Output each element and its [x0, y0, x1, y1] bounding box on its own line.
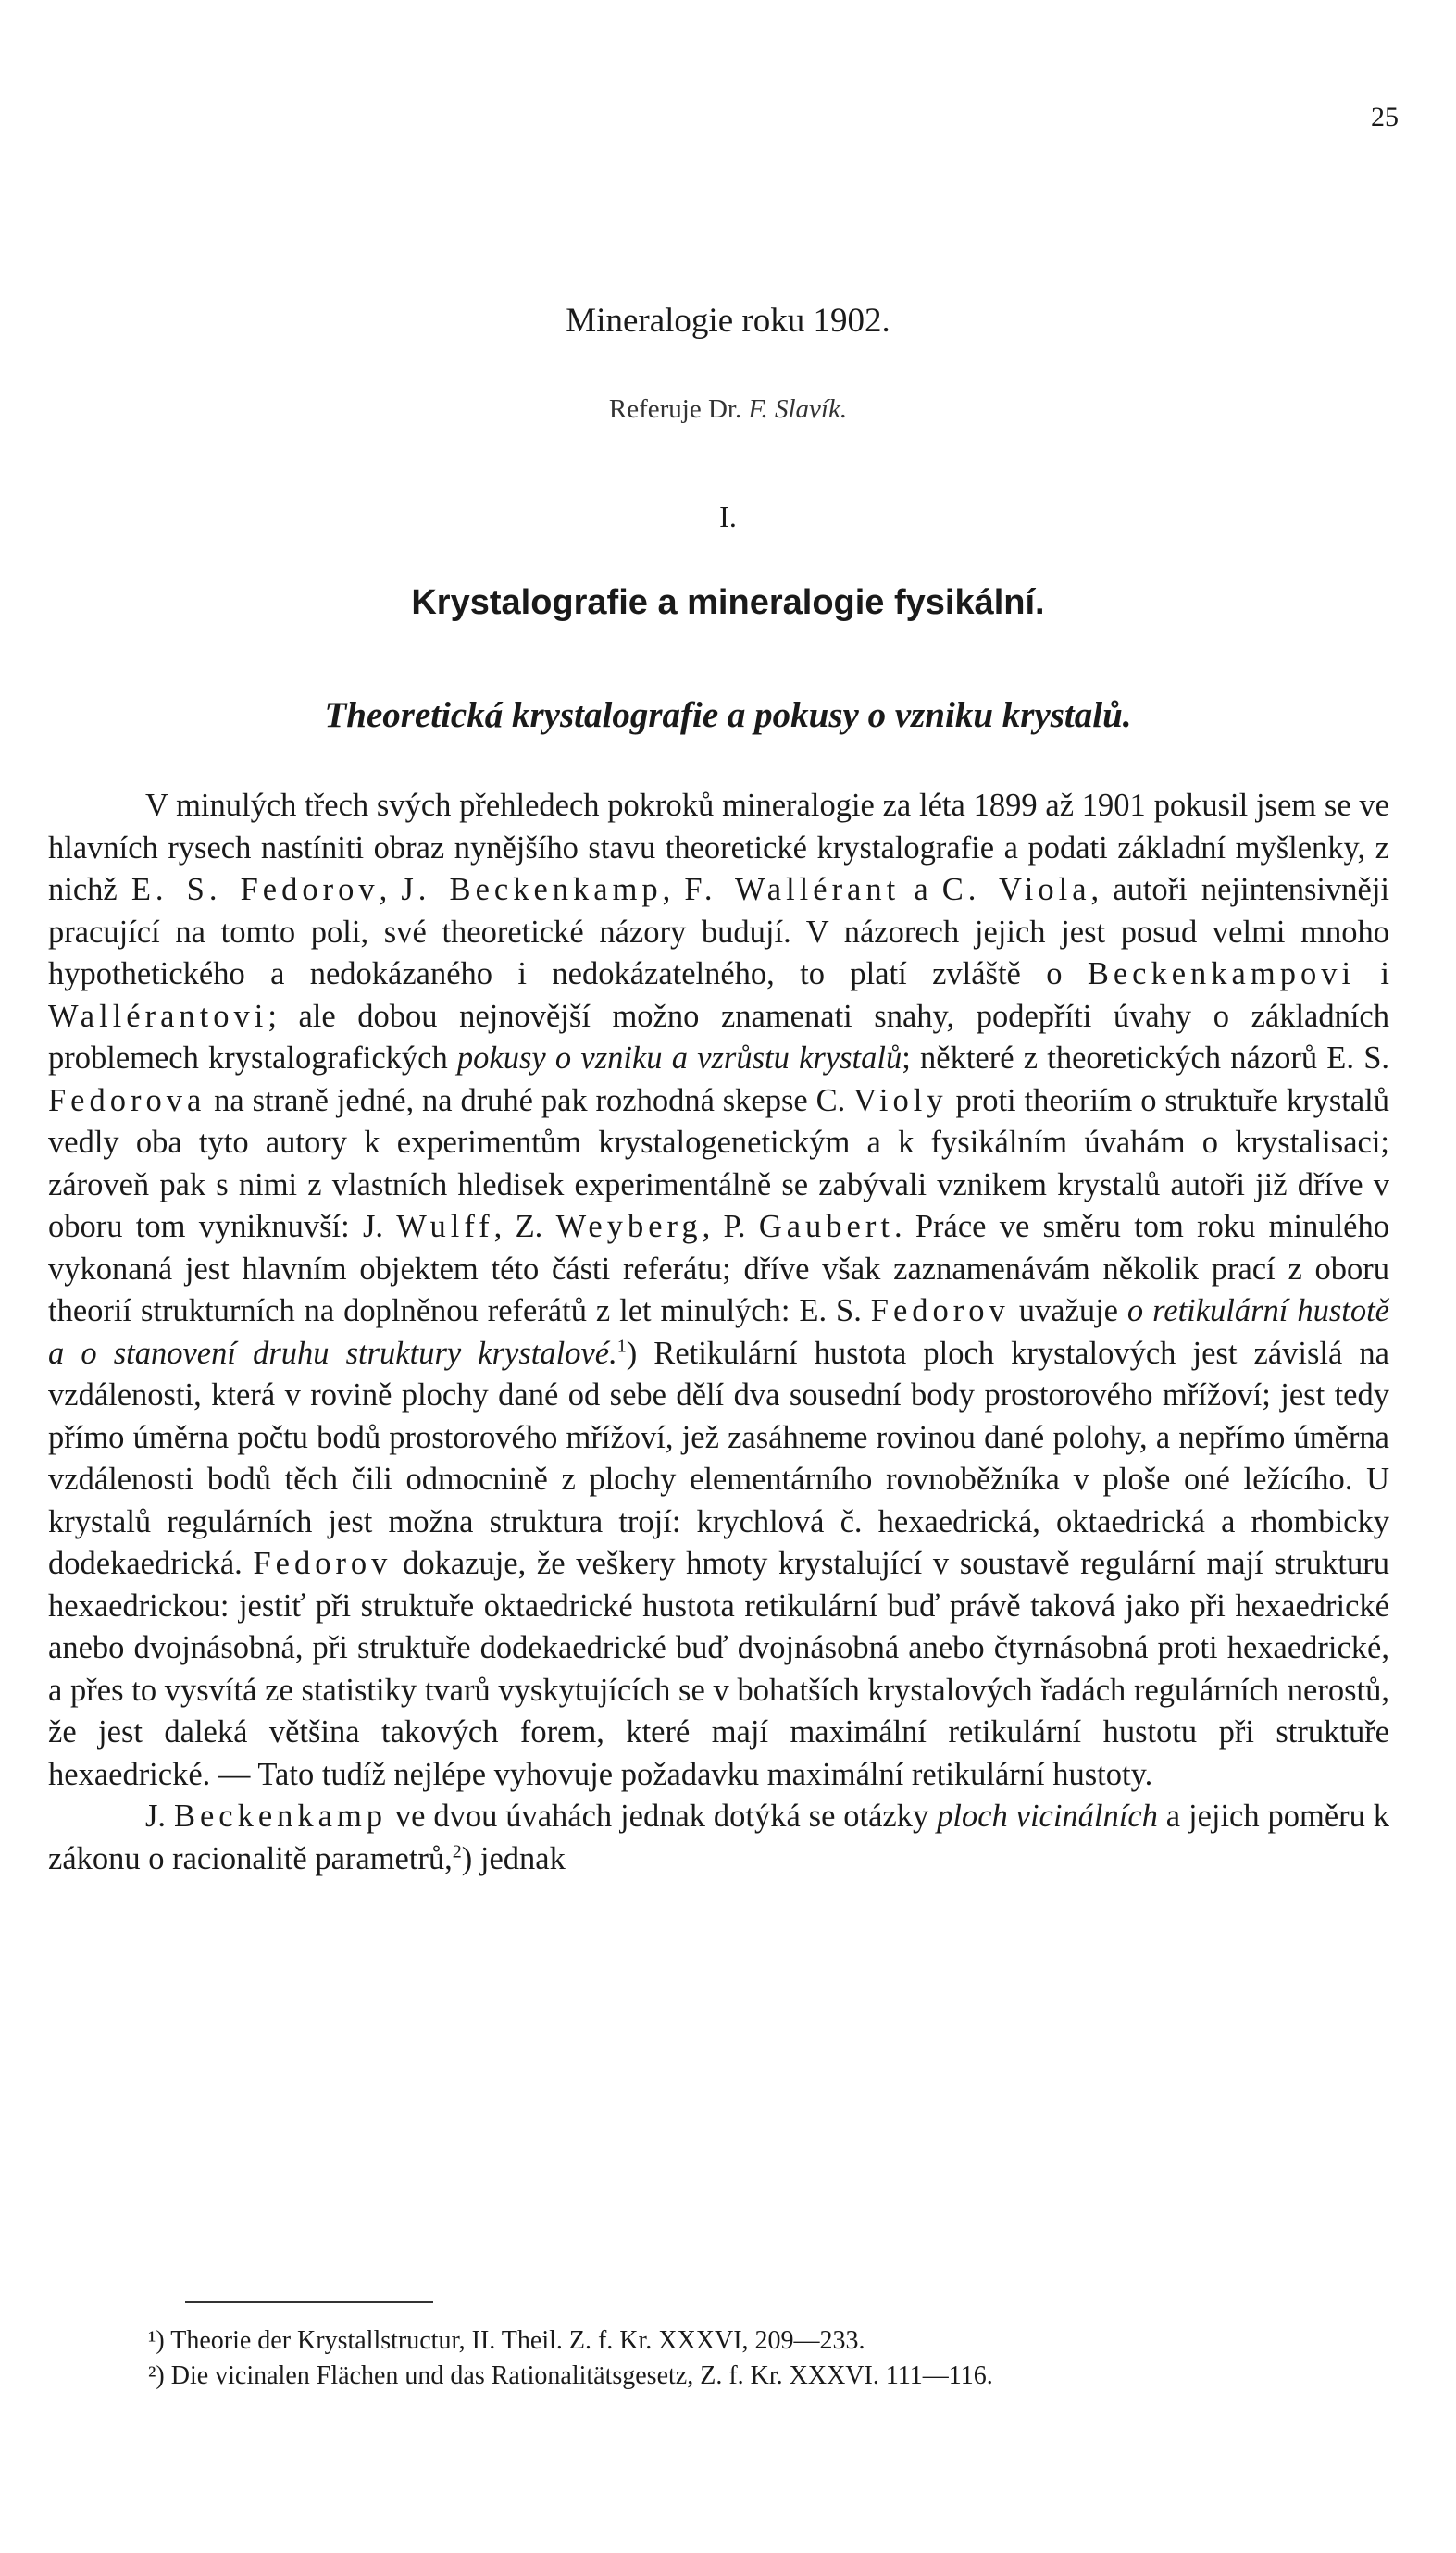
author-name-fedorov: E. S. Fedorov — [131, 872, 380, 907]
section-heading: Krystalografie a mineralogie fysikální. — [411, 583, 1045, 622]
footnote-ref-2: 2 — [452, 1841, 462, 1862]
author-name-gaubert: Gaubert — [758, 1209, 894, 1244]
section-numeral: I. — [719, 500, 737, 533]
text-run: dokazuje, že veškery hmoty krystalující v soustavě regulární mají strukturu hexaedrickou: jestiť při struktuře oktaedrické hustota retikulární buď právě taková jako při hexaedrické anebo dvojnásobná, při struktuře dodekaedrické buď dvojnásobná anebo čtyrnásobná proti hexaedrické, a přes to vysvítá ze statistiky tvarů vyskytujících se v bohatších krystalových řadách regulárních nerostů, že jest daleká většina takových forem, které mají maximální retikulární hustotu při struktuře hexaedrické. — Tato tudíž nejlépe vyhovuje požadavku maximální retikulární hustoty. — [48, 1546, 1390, 1792]
text-run: , — [379, 872, 402, 907]
author-name-viola: C. Viola — [941, 872, 1091, 907]
author-prefix: Referuje Dr. — [608, 394, 749, 424]
text-run: ) Retikulární hustota ploch krystalových jest závislá na vzdálenosti, která v rovině plochy dané od sebe dělí dva sousední body prostorového mřížoví; jest tedy přímo úměrna počtu bodů prostorového mřížoví, jež zasáhneme rovinou dané polohy, a nepřímo úměrna vzdálenosti bodů těch čili odmocnině z plochy elementárního rovnoběžníka v ploše oné ležícího. U krystalů regulárních jest možna struktura trojí: krychlová č. hexaedrická, oktaedrická a rhombicky dodekaedrická. — [48, 1335, 1389, 1581]
author-name-beckenkamp: J. Beckenkamp — [401, 872, 663, 907]
text-run: ) jednak — [461, 1840, 566, 1876]
footnotes — [148, 2323, 1425, 2394]
emphasis-retikularni: o retikulární hustotě a o stanovení druhu struktury krystalové. — [48, 1293, 1389, 1371]
author-name-wulff: Wulff — [396, 1209, 494, 1244]
emphasis-pokusy: pokusy o vzniku a vzrůstu krystalů — [456, 1040, 902, 1076]
article-title: Mineralogie roku 1902. — [566, 302, 890, 340]
text-run: uvažuje — [1009, 1293, 1127, 1328]
paragraph-1 — [48, 785, 1389, 1796]
subsection-heading: Theoretická krystalografie a pokusy o vzniku krystalů. — [324, 695, 1132, 735]
footnote-rule — [185, 2301, 433, 2303]
text-run: ve dvou úvahách jednak dotýká se otázky — [387, 1799, 938, 1834]
text-run: a jejich poměru k zákonu o racionalitě parametrů, — [48, 1799, 1389, 1876]
paragraph-2 — [48, 1796, 1389, 1880]
text-run: ; některé z theoretických názorů E. S. — [902, 1040, 1390, 1076]
text-run: na straně jedné, na druhé pak rozhodná skepse C. — [205, 1082, 854, 1118]
author-name: F. Slavík. — [748, 394, 848, 424]
author-name-weyberg: Weyberg — [555, 1209, 703, 1244]
author-name-violy: Violy — [853, 1082, 948, 1118]
text-run: a — [900, 872, 942, 907]
body-text — [48, 785, 1389, 1880]
text-run: ; ale dobou nejnovější možno znamenati snahy, podepříti úvahy o základních problemech krystalografických — [48, 998, 1389, 1076]
author-name-fedorova: Fedorova — [48, 1082, 206, 1118]
text-run: . Práce ve směru tom roku minulého vykonaná jest hlavním objektem této části referátu; dříve však zaznamenávám několik prací z oboru theorií strukturních na doplněnou referátů z let minulých: E. S. — [48, 1209, 1389, 1328]
footnote-2: ²) Die vicinalen Flächen und das Rationalitätsgesetz, Z. f. Kr. XXXVI. 111—116. — [148, 2361, 993, 2390]
author-name-beckenkamp-2: Beckenkamp — [173, 1799, 388, 1834]
footnote-ref-1: 1 — [616, 1336, 627, 1356]
author-name-wallerant: F. Wallérant — [684, 872, 901, 907]
text-run: , P. — [702, 1209, 759, 1244]
text-run: , Z. — [493, 1209, 556, 1244]
footnote-1: ¹) Theorie der Krystallstructur, II. Theil. Z. f. Kr. XXXVI, 209—233. — [148, 2326, 865, 2355]
author-name-wallerantovi: Wallérantovi — [48, 998, 268, 1034]
author-line — [0, 394, 1456, 425]
page-number: 25 — [1371, 102, 1399, 132]
text-run: , — [662, 872, 685, 907]
text-run: i — [1355, 956, 1390, 991]
text-run: J. — [145, 1799, 174, 1834]
text-run: proti theoriím o struktuře krystalů vedly oba tyto autory k experimentům krystalogenetickým a k fysikálním úvahám o krystalisaci; zároveň pak s nimi z vlastních hledisek experimentálně se zabývali vznikem krystalů autoři již dříve v oboru tom vyniknuvší: J. — [48, 1082, 1389, 1244]
author-name-beckenkampovi: Beckenkampovi — [1087, 956, 1356, 991]
text-run: V minulých třech svých přehledech pokroků mineralogie za léta 1899 až 1901 pokusil jsem se ve hlavních rysech nastíniti obraz nynějšího stavu theoretické krystalografie a podati základní myšlenky, z nichž — [48, 788, 1389, 907]
emphasis-ploch: ploch vicinálních — [937, 1799, 1158, 1834]
author-name-fedorov-2: Fedorov — [870, 1293, 1010, 1328]
text-run: , autoři nejintensivněji pracující na tomto poli, své theoretické názory budují. V názorech jejich jest posud velmi mnoho hypothetického a nedokázaného i nedokázatelného, to platí zvláště o — [48, 872, 1389, 991]
author-name-fedorov-3: Fedorov — [253, 1546, 392, 1581]
